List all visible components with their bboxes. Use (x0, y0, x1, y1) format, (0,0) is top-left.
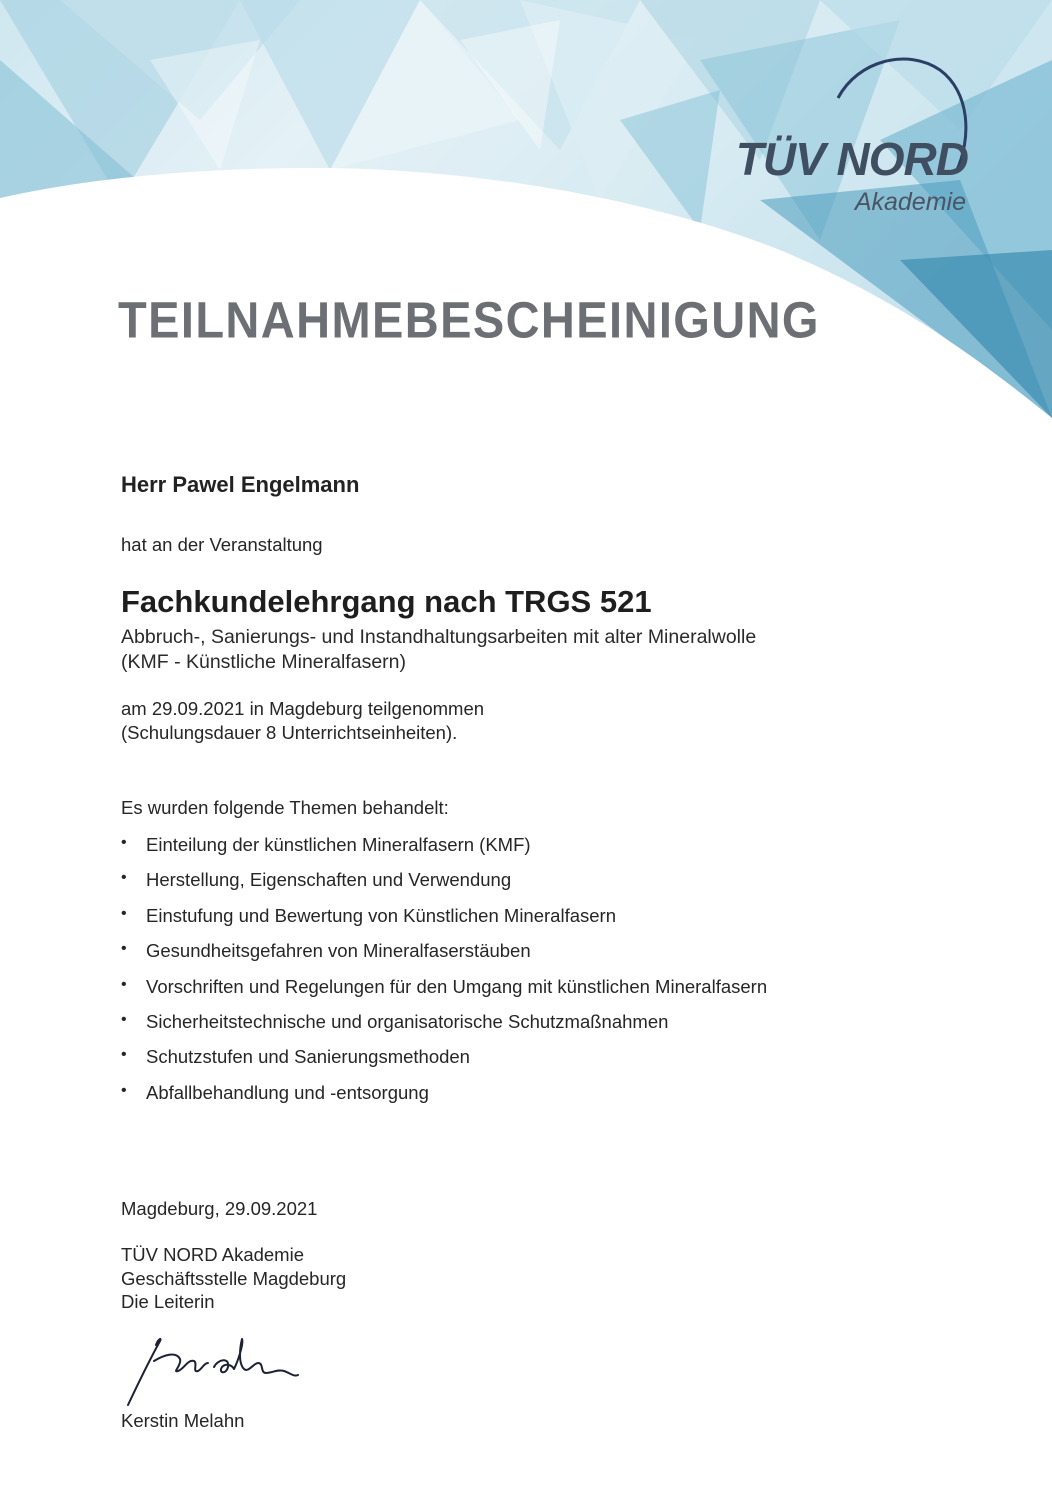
recipient-name: Herr Pawel Engelmann (121, 472, 360, 497)
logo-subtitle: Akademie (854, 188, 966, 216)
bullet-icon: • (121, 975, 127, 993)
tuv-nord-akademie-logo (708, 52, 968, 222)
logo-brand: TÜV NORD (735, 133, 968, 185)
organization-branch: Geschäftsstelle Magdeburg (121, 1268, 347, 1289)
topics-list (121, 834, 767, 1117)
list-item (121, 869, 767, 904)
topic-text: Abfallbehandlung und -entsorgung (146, 1081, 429, 1103)
bullet-icon: • (121, 869, 127, 887)
place-date: Magdeburg, 29.09.2021 (121, 1198, 318, 1219)
course-description-line-1: Abbruch-, Sanierungs- und Instandhaltungsarbeiten mit alter Mineralwolle (121, 626, 757, 648)
topic-text: Einstufung und Bewertung von Künstlichen Mineralfasern (146, 904, 616, 926)
bullet-icon: • (121, 1046, 127, 1064)
topic-text: Vorschriften und Regelungen für den Umgang mit künstlichen Mineralfasern (146, 975, 768, 997)
list-item (121, 1011, 767, 1046)
topic-text: Schutzstufen und Sanierungsmethoden (146, 1046, 470, 1068)
list-item (121, 1046, 767, 1081)
signer-role: Die Leiterin (121, 1291, 215, 1312)
topic-text: Einteilung der künstlichen Mineralfasern (KMF) (146, 834, 531, 855)
topic-text: Herstellung, Eigenschaften und Verwendung (146, 869, 512, 891)
bullet-icon: • (121, 904, 127, 922)
list-item (121, 905, 767, 940)
topics-heading: Es wurden folgende Themen behandelt: (121, 797, 449, 818)
handwritten-signature (118, 1333, 318, 1413)
topic-text: Gesundheitsgefahren von Mineralfaserstäuben (146, 940, 531, 962)
list-item (121, 1082, 767, 1117)
list-item (121, 834, 767, 869)
bullet-icon: • (121, 834, 127, 851)
intro-line: hat an der Veranstaltung (121, 534, 323, 555)
bullet-icon: • (121, 1010, 127, 1028)
bullet-icon: • (121, 1081, 127, 1099)
bullet-icon: • (121, 940, 127, 958)
course-title: Fachkundelehrgang nach TRGS 521 (121, 584, 652, 619)
list-item (121, 976, 767, 1011)
organization-name: TÜV NORD Akademie (121, 1244, 304, 1265)
signer-name: Kerstin Melahn (121, 1410, 245, 1431)
course-description-line-2: (KMF - Künstliche Mineralfasern) (121, 651, 406, 673)
document-title: TEILNAHMEBESCHEINIGUNG (118, 291, 820, 349)
duration-line: (Schulungsdauer 8 Unterrichtseinheiten). (121, 722, 458, 743)
list-item (121, 940, 767, 975)
topic-text: Sicherheitstechnische und organisatorische Schutzmaßnahmen (146, 1010, 669, 1032)
date-line: am 29.09.2021 in Magdeburg teilgenommen (121, 698, 485, 719)
